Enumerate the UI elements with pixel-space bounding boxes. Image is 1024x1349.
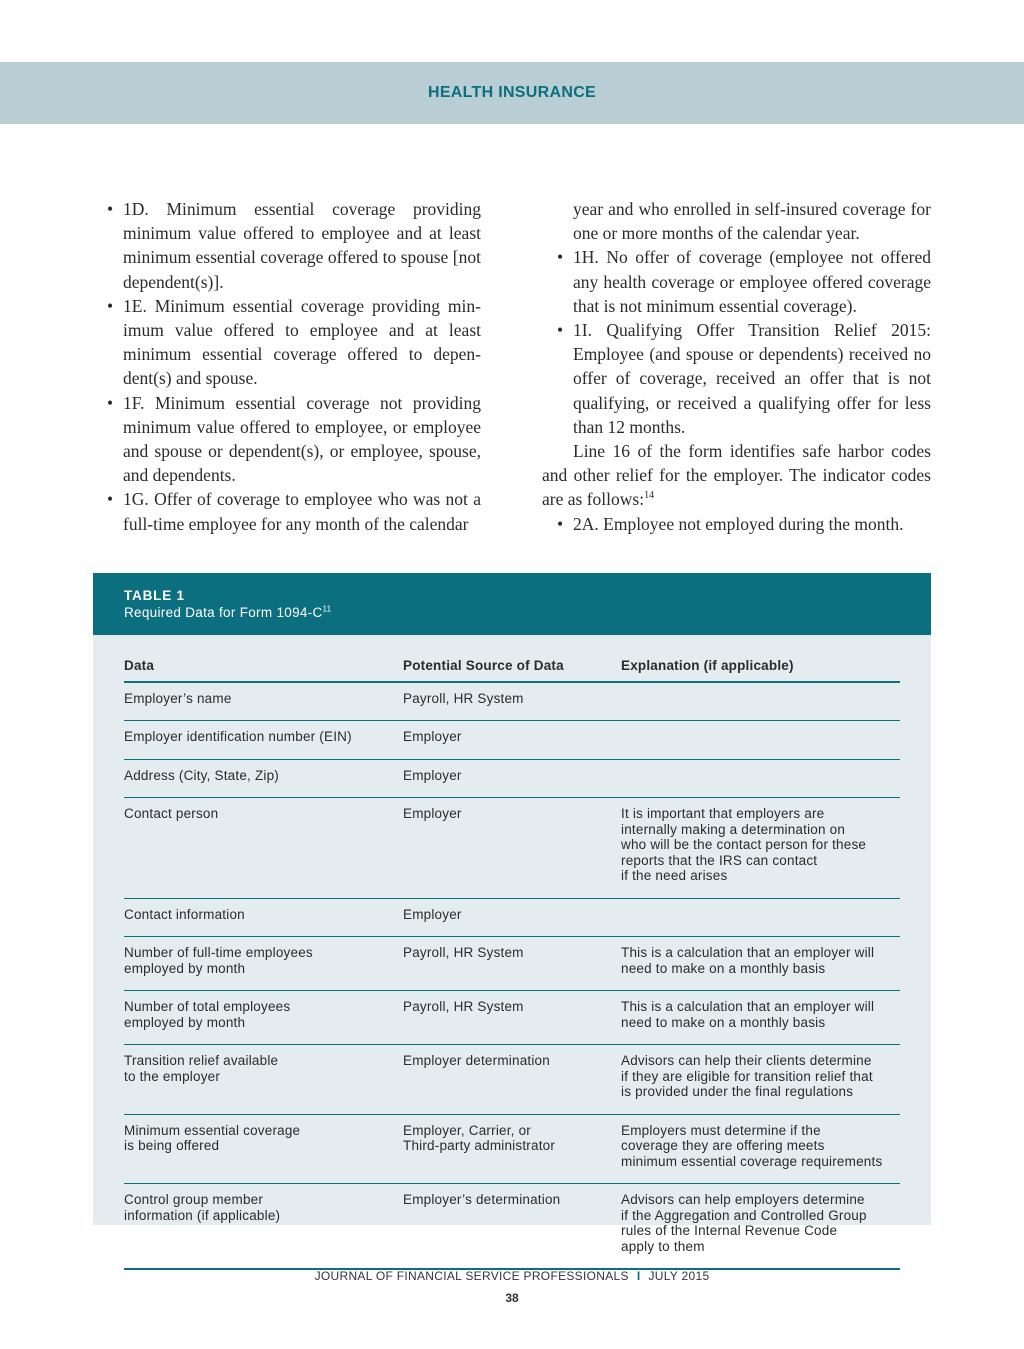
cell-data bbox=[124, 991, 403, 1045]
table-row bbox=[124, 721, 900, 760]
table-row bbox=[124, 798, 900, 899]
cell-text-line: This is a calculation that an employer will bbox=[621, 945, 875, 960]
cell-text-line: Address (City, State, Zip) bbox=[124, 767, 279, 783]
cell-text-line: Employer identification number (EIN) bbox=[124, 729, 352, 744]
cell-source bbox=[403, 721, 621, 760]
cell-text-line: This is a calculation that an employer will bbox=[621, 999, 875, 1014]
table-row bbox=[124, 898, 900, 937]
table-label: TABLE 1 bbox=[124, 588, 185, 603]
cell-source bbox=[403, 991, 621, 1045]
cell-text-line: coverage they are offering meets bbox=[621, 1138, 825, 1153]
cell-data bbox=[124, 721, 403, 760]
left-text-column bbox=[123, 197, 481, 536]
cell-explanation bbox=[621, 1045, 900, 1115]
cell-text-line: Minimum essential coverage bbox=[124, 1122, 301, 1138]
cell-text-line: Payroll, HR System bbox=[403, 690, 524, 706]
cell-text-line: if the Aggregation and Controlled Group bbox=[621, 1207, 867, 1223]
cell-data bbox=[124, 1184, 403, 1270]
footer-separator: I bbox=[636, 1269, 641, 1283]
table-header-band bbox=[93, 573, 931, 635]
cell-text-line: Employer, Carrier, or bbox=[403, 1122, 531, 1138]
list-item: • 1H. No offer of coverage (employee not offered any health coverage or employee offered coverage that is not minimum essential coverage). bbox=[573, 245, 931, 318]
cell-text-line: Employer’s determination bbox=[403, 1192, 561, 1207]
cell-text-line: Employer bbox=[403, 729, 462, 744]
cell-explanation bbox=[621, 1114, 900, 1184]
cell-explanation bbox=[621, 682, 900, 721]
table-row bbox=[124, 1045, 900, 1115]
cell-text-line: Control group member bbox=[124, 1192, 264, 1207]
column-header-data: Data bbox=[124, 652, 403, 682]
cell-explanation bbox=[621, 721, 900, 760]
list-item: • 1F. Minimum essential coverage not providing minimum value offered to employee, or employee and spouse or dependent(s), or employee, spouse, and dependents. bbox=[123, 391, 481, 488]
section-header-band bbox=[0, 62, 1024, 124]
cell-explanation bbox=[621, 937, 900, 991]
cell-text-line: Payroll, HR System bbox=[403, 945, 524, 960]
table-row bbox=[124, 759, 900, 798]
table-caption bbox=[124, 604, 900, 622]
cell-explanation bbox=[621, 898, 900, 937]
cell-text-line: Payroll, HR System bbox=[403, 999, 524, 1014]
cell-text-line: Number of full-time employees bbox=[124, 945, 313, 960]
cell-data bbox=[124, 937, 403, 991]
continued-text: year and who enrolled in self-insured coverage for one or more months of the calendar year. bbox=[573, 199, 931, 244]
cell-source bbox=[403, 682, 621, 721]
section-title: HEALTH INSURANCE bbox=[427, 84, 597, 101]
table-1-panel bbox=[93, 573, 931, 1254]
cell-text-line: Employers must determine if the bbox=[621, 1122, 821, 1138]
cell-text-line: Employer determination bbox=[403, 1053, 550, 1068]
page-footer bbox=[0, 1269, 1024, 1283]
cell-source bbox=[403, 798, 621, 899]
cell-explanation bbox=[621, 798, 900, 899]
cell-text-line: is provided under the final regulations bbox=[621, 1084, 854, 1099]
cell-text-line: Employer’s name bbox=[124, 690, 232, 706]
cell-text-line: Third-party administrator bbox=[403, 1138, 556, 1153]
paragraph-text: Line 16 of the form identifies safe harbor codes and other relief for the employer. The indicator codes are as follows: bbox=[542, 441, 931, 510]
cell-text-line: reports that the IRS can contact bbox=[621, 852, 818, 868]
right-text-column bbox=[542, 197, 931, 536]
cell-text-line: need to make on a monthly basis bbox=[621, 960, 826, 976]
cell-text-line: employed by month bbox=[124, 1014, 246, 1030]
cell-text-line: internally making a determination on bbox=[621, 821, 846, 837]
cell-data bbox=[124, 898, 403, 937]
cell-data bbox=[124, 1045, 403, 1115]
cell-text-line: if the need arises bbox=[621, 868, 728, 883]
cell-text-line: Number of total employees bbox=[124, 999, 291, 1014]
cell-text-line: to the employer bbox=[124, 1068, 221, 1084]
cell-text-line: apply to them bbox=[621, 1238, 705, 1254]
issue-date: JULY 2015 bbox=[648, 1269, 710, 1283]
table-row bbox=[124, 1184, 900, 1270]
table-row bbox=[124, 1114, 900, 1184]
cell-text-line: is being offered bbox=[124, 1138, 220, 1153]
cell-text-line: Contact person bbox=[124, 806, 219, 821]
table-row bbox=[124, 682, 900, 721]
cell-source bbox=[403, 1114, 621, 1184]
cell-text-line: Employer bbox=[403, 767, 462, 783]
table-row bbox=[124, 991, 900, 1045]
cell-text-line: information (if applicable) bbox=[124, 1207, 281, 1223]
required-data-table bbox=[124, 652, 900, 1270]
page-number: 38 bbox=[505, 1291, 519, 1305]
footnote-marker: 14 bbox=[644, 490, 655, 502]
table-caption-text: Required Data for Form 1094-C bbox=[124, 605, 323, 620]
list-item: • 1D. Minimum essential coverage providing minimum value offered to employee and at least minimum essential coverage offered to spouse [not dependent(s)]. bbox=[123, 197, 481, 294]
cell-text-line: need to make on a monthly basis bbox=[621, 1014, 826, 1030]
list-item: • 1E. Minimum essential coverage providing minimum value offered to employee and at least minimum essential coverage offered to dependent(s) and spouse. bbox=[123, 294, 481, 391]
cell-text-line: Advisors can help their clients determine bbox=[621, 1053, 872, 1068]
cell-text-line: who will be the contact person for these bbox=[621, 837, 867, 852]
cell-data bbox=[124, 759, 403, 798]
cell-text-line: Contact information bbox=[124, 906, 245, 922]
cell-text-line: Transition relief available bbox=[124, 1053, 279, 1068]
table-header-row bbox=[124, 652, 900, 682]
body-paragraph bbox=[542, 439, 931, 512]
column-header-source: Potential Source of Data bbox=[403, 652, 621, 682]
table-row bbox=[124, 937, 900, 991]
cell-text-line: It is important that employers are bbox=[621, 806, 825, 821]
cell-text-line: minimum essential coverage requirements bbox=[621, 1153, 883, 1169]
cell-text-line: Employer bbox=[403, 906, 462, 922]
cell-data bbox=[124, 798, 403, 899]
table-body bbox=[124, 682, 900, 1270]
cell-text-line: Advisors can help employers determine bbox=[621, 1192, 865, 1207]
cell-source bbox=[403, 1184, 621, 1270]
list-item: • 1I. Qualifying Offer Transition Relief 2015: Employee (and spouse or dependents) received no offer of coverage, received an offer that is not qualifying, or received a qualifying offer for less than 12 months. bbox=[573, 318, 931, 439]
cell-explanation bbox=[621, 1184, 900, 1270]
cell-text-line: Employer bbox=[403, 806, 462, 821]
cell-data bbox=[124, 682, 403, 721]
journal-name: JOURNAL OF FINANCIAL SERVICE PROFESSIONALS bbox=[314, 1269, 629, 1283]
cell-source bbox=[403, 759, 621, 798]
cell-data bbox=[124, 1114, 403, 1184]
list-item: • 2A. Employee not employed during the month. bbox=[573, 512, 931, 536]
footnote-marker: 11 bbox=[322, 604, 332, 614]
cell-text-line: if they are eligible for transition relief that bbox=[621, 1068, 873, 1084]
column-header-explanation: Explanation (if applicable) bbox=[621, 652, 900, 682]
cell-source bbox=[403, 937, 621, 991]
cell-explanation bbox=[621, 991, 900, 1045]
cell-source bbox=[403, 1045, 621, 1115]
cell-text-line: employed by month bbox=[124, 960, 246, 976]
list-item: • 1G. Offer of coverage to employee who was not a full-time employee for any month of the calendar bbox=[123, 487, 481, 535]
cell-explanation bbox=[621, 759, 900, 798]
cell-source bbox=[403, 898, 621, 937]
cell-text-line: rules of the Internal Revenue Code bbox=[621, 1223, 838, 1238]
